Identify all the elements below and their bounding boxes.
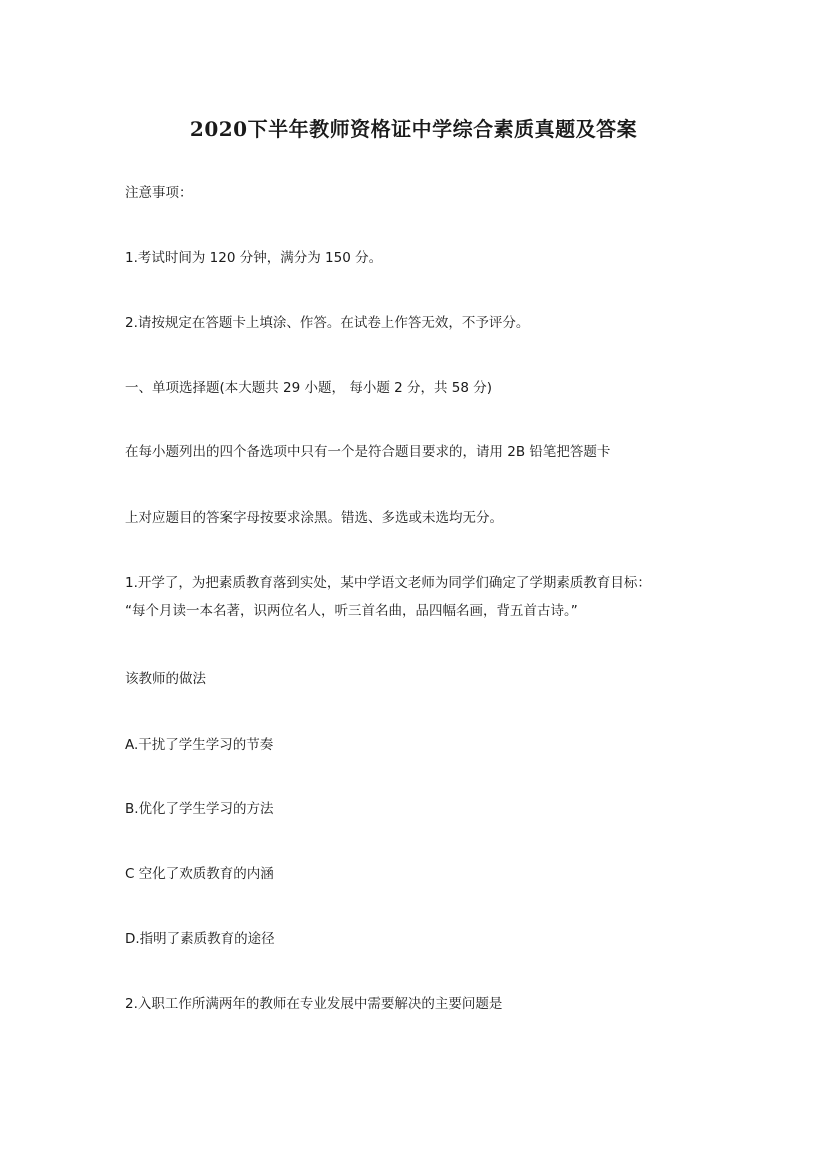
instruction-line-1: 在每小题列出的四个备选项中只有一个是符合题目要求的，请用 2B 铅笔把答题卡	[125, 444, 611, 460]
instruction-line-2: 上对应题目的答案字母按要求涂黑。错选、多选或未选均无分。	[125, 510, 503, 526]
question-1-option-b: B.优化了学生学习的方法	[125, 801, 274, 817]
notice-heading: 注意事项：	[125, 185, 193, 201]
question-1-option-d: D.指明了素质教育的途径	[125, 931, 275, 947]
question-1-prompt: 该教师的做法	[125, 671, 206, 687]
notice-item-2: 2.请按规定在答题卡上填涂、作答。在试卷上作答无效，不予评分。	[125, 315, 530, 331]
document-title: 2020下半年教师资格证中学综合素质真题及答案	[189, 117, 638, 141]
question-2-stem: 2.入职工作所满两年的教师在专业发展中需要解决的主要问题是	[125, 996, 503, 1012]
question-1-option-c: C 空化了欢质教育的内涵	[125, 866, 274, 882]
question-1-stem-line-1: 1.开学了，为把素质教育落到实处，某中学语文老师为同学们确定了学期素质教育目标：	[125, 575, 651, 591]
section-heading: 一、单项选择题(本大题共 29 小题， 每小题 2 分，共 58 分)	[125, 380, 493, 396]
question-1-stem-line-2: “每个月读一本名著，识两位名人，听三首名曲，品四幅名画，背五首古诗。”	[125, 603, 578, 619]
question-1-option-a: A.干扰了学生学习的节奏	[125, 737, 274, 753]
notice-item-1: 1.考试时间为 120 分钟，满分为 150 分。	[125, 250, 383, 266]
